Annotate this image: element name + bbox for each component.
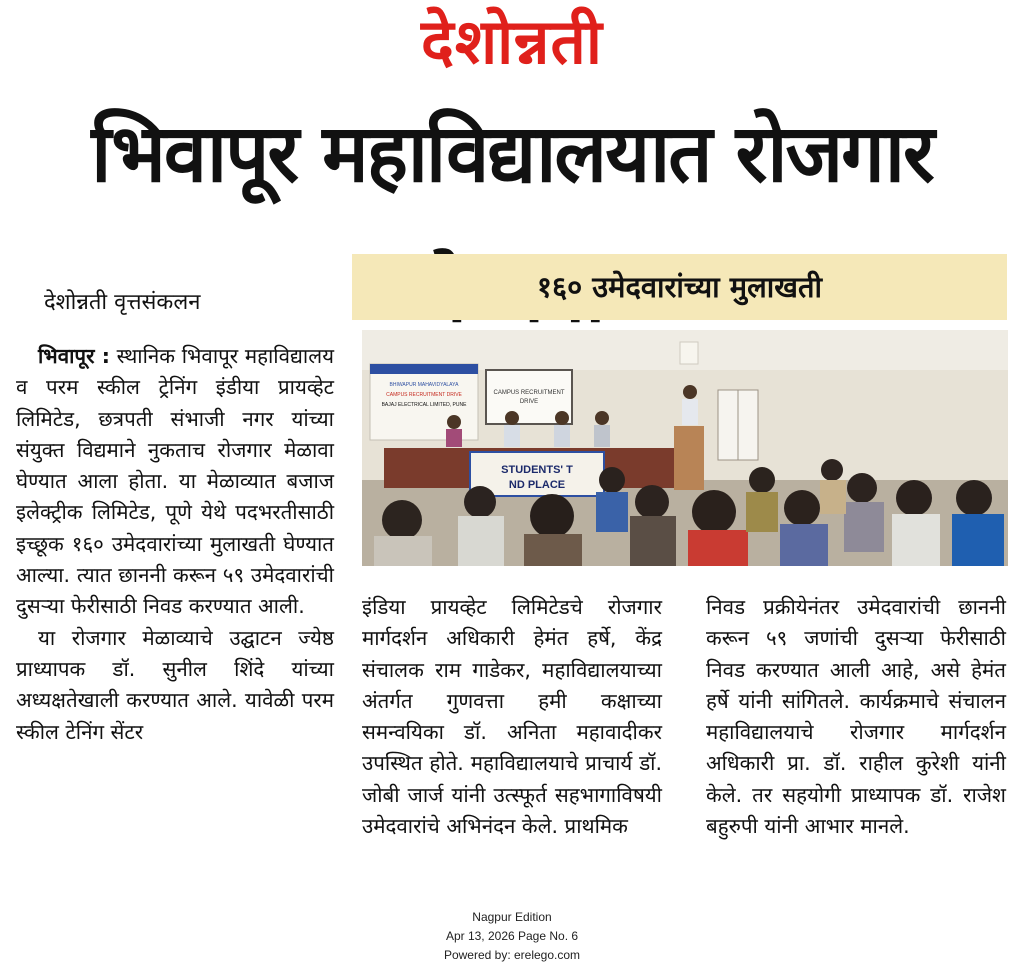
article-column-3 xyxy=(706,592,1006,842)
byline: देशोन्नती वृत्तसंकलन xyxy=(44,290,201,315)
banner-stage-line: STUDENTS' T xyxy=(501,464,573,476)
date-page-label: Apr 13, 2026 Page No. 6 xyxy=(445,929,579,943)
masthead-logo: देशोन्नती xyxy=(421,5,603,78)
edition-label: Nagpur Edition xyxy=(472,910,552,924)
article-paragraph: या रोजगार मेळाव्याचे उद्घाटन ज्येष्ठ प्राध्यापक डॉ. सुनील शिंदे यांच्या अध्यक्षतेखाली करण्यात आले. यावेळी परम स्कील टेनिंग सेंटर xyxy=(16,625,334,744)
banner-center-line: CAMPUS RECRUITMENT xyxy=(493,390,565,396)
article-paragraph: स्थानिक भिवापूर महाविद्यालय व परम स्कील ट्रेनिंग इंडीया प्रायव्हेट लिमिटेड, छत्रपती संभाजी नगर यांच्या संयुक्त विद्यमाने नुकताच रोजगार मेळावा घेण्यात आला होता. या मेळाव्यात बजाज इलेक्ट्रीक लिमिटेड, पूणे येथे पदभरतीसाठी इच्छूक १६० उमेदवारांच्या मुलाखती घेण्यात आल्या. त्यात छाननी करून ५९ उमेदवारांची दुसऱ्या फेरीसाठी निवड करण्यात आली. xyxy=(16,344,334,619)
article-paragraph: इंडिया प्रायव्हेट लिमिटेडचे रोजगार मार्गदर्शन अधिकारी हेमंत हर्षे, केंद्र संचालक राम गाडेकर, महाविद्यालयाच्या अंतर्गत गुणवत्ता हमी कक्षाच्या समन्वयिका डॉ. अनिता महावादीकर उपस्थित होते. महाविद्यालयाचे प्राचार्य डॉ. जोबी जार्ज यांनी उत्स्फूर्त सहभागाविषयी उमेदवारांचे अभिनंदन केले. प्राथमिक xyxy=(362,595,662,839)
dateline: भिवापूर : xyxy=(38,344,110,368)
banner-left-line: CAMPUS RECRUITMENT DRIVE xyxy=(386,392,462,398)
powered-by-link[interactable]: Powered by: erelego.com xyxy=(443,948,581,962)
news-photo xyxy=(362,330,1008,566)
banner-left-line: BHIWAPUR MAHAVIDYALAYA xyxy=(389,382,459,388)
subheadline: १६० उमेदवारांच्या मुलाखती xyxy=(536,270,823,304)
headline: भिवापूर महाविद्यालयात रोजगार xyxy=(91,107,933,200)
banner-center-line: DRIVE xyxy=(519,399,539,405)
banner-left-line: BAJAJ ELECTRICAL LIMITED, PUNE xyxy=(381,402,467,408)
banner-stage-line: ND PLACE xyxy=(508,479,566,491)
article-paragraph: निवड प्रक्रीयेनंतर उमेदवारांची छाननी करून ५९ जणांची दुसऱ्या फेरीसाठी निवड करण्यात आली आहे, असे हेमंत हर्षे यांनी सांगितले. कार्यक्रमाचे संचालन महाविद्यालयाचे रोजगार मार्गदर्शन अधिकारी प्रा. डॉ. राहील कुरेशी यांनी केले. तर सहयोगी प्राध्यापक डॉ. राजेश बहुरुपी यांनी आभार मानले. xyxy=(706,595,1006,839)
article-column-2 xyxy=(362,592,662,842)
article-column-1 xyxy=(16,341,334,748)
